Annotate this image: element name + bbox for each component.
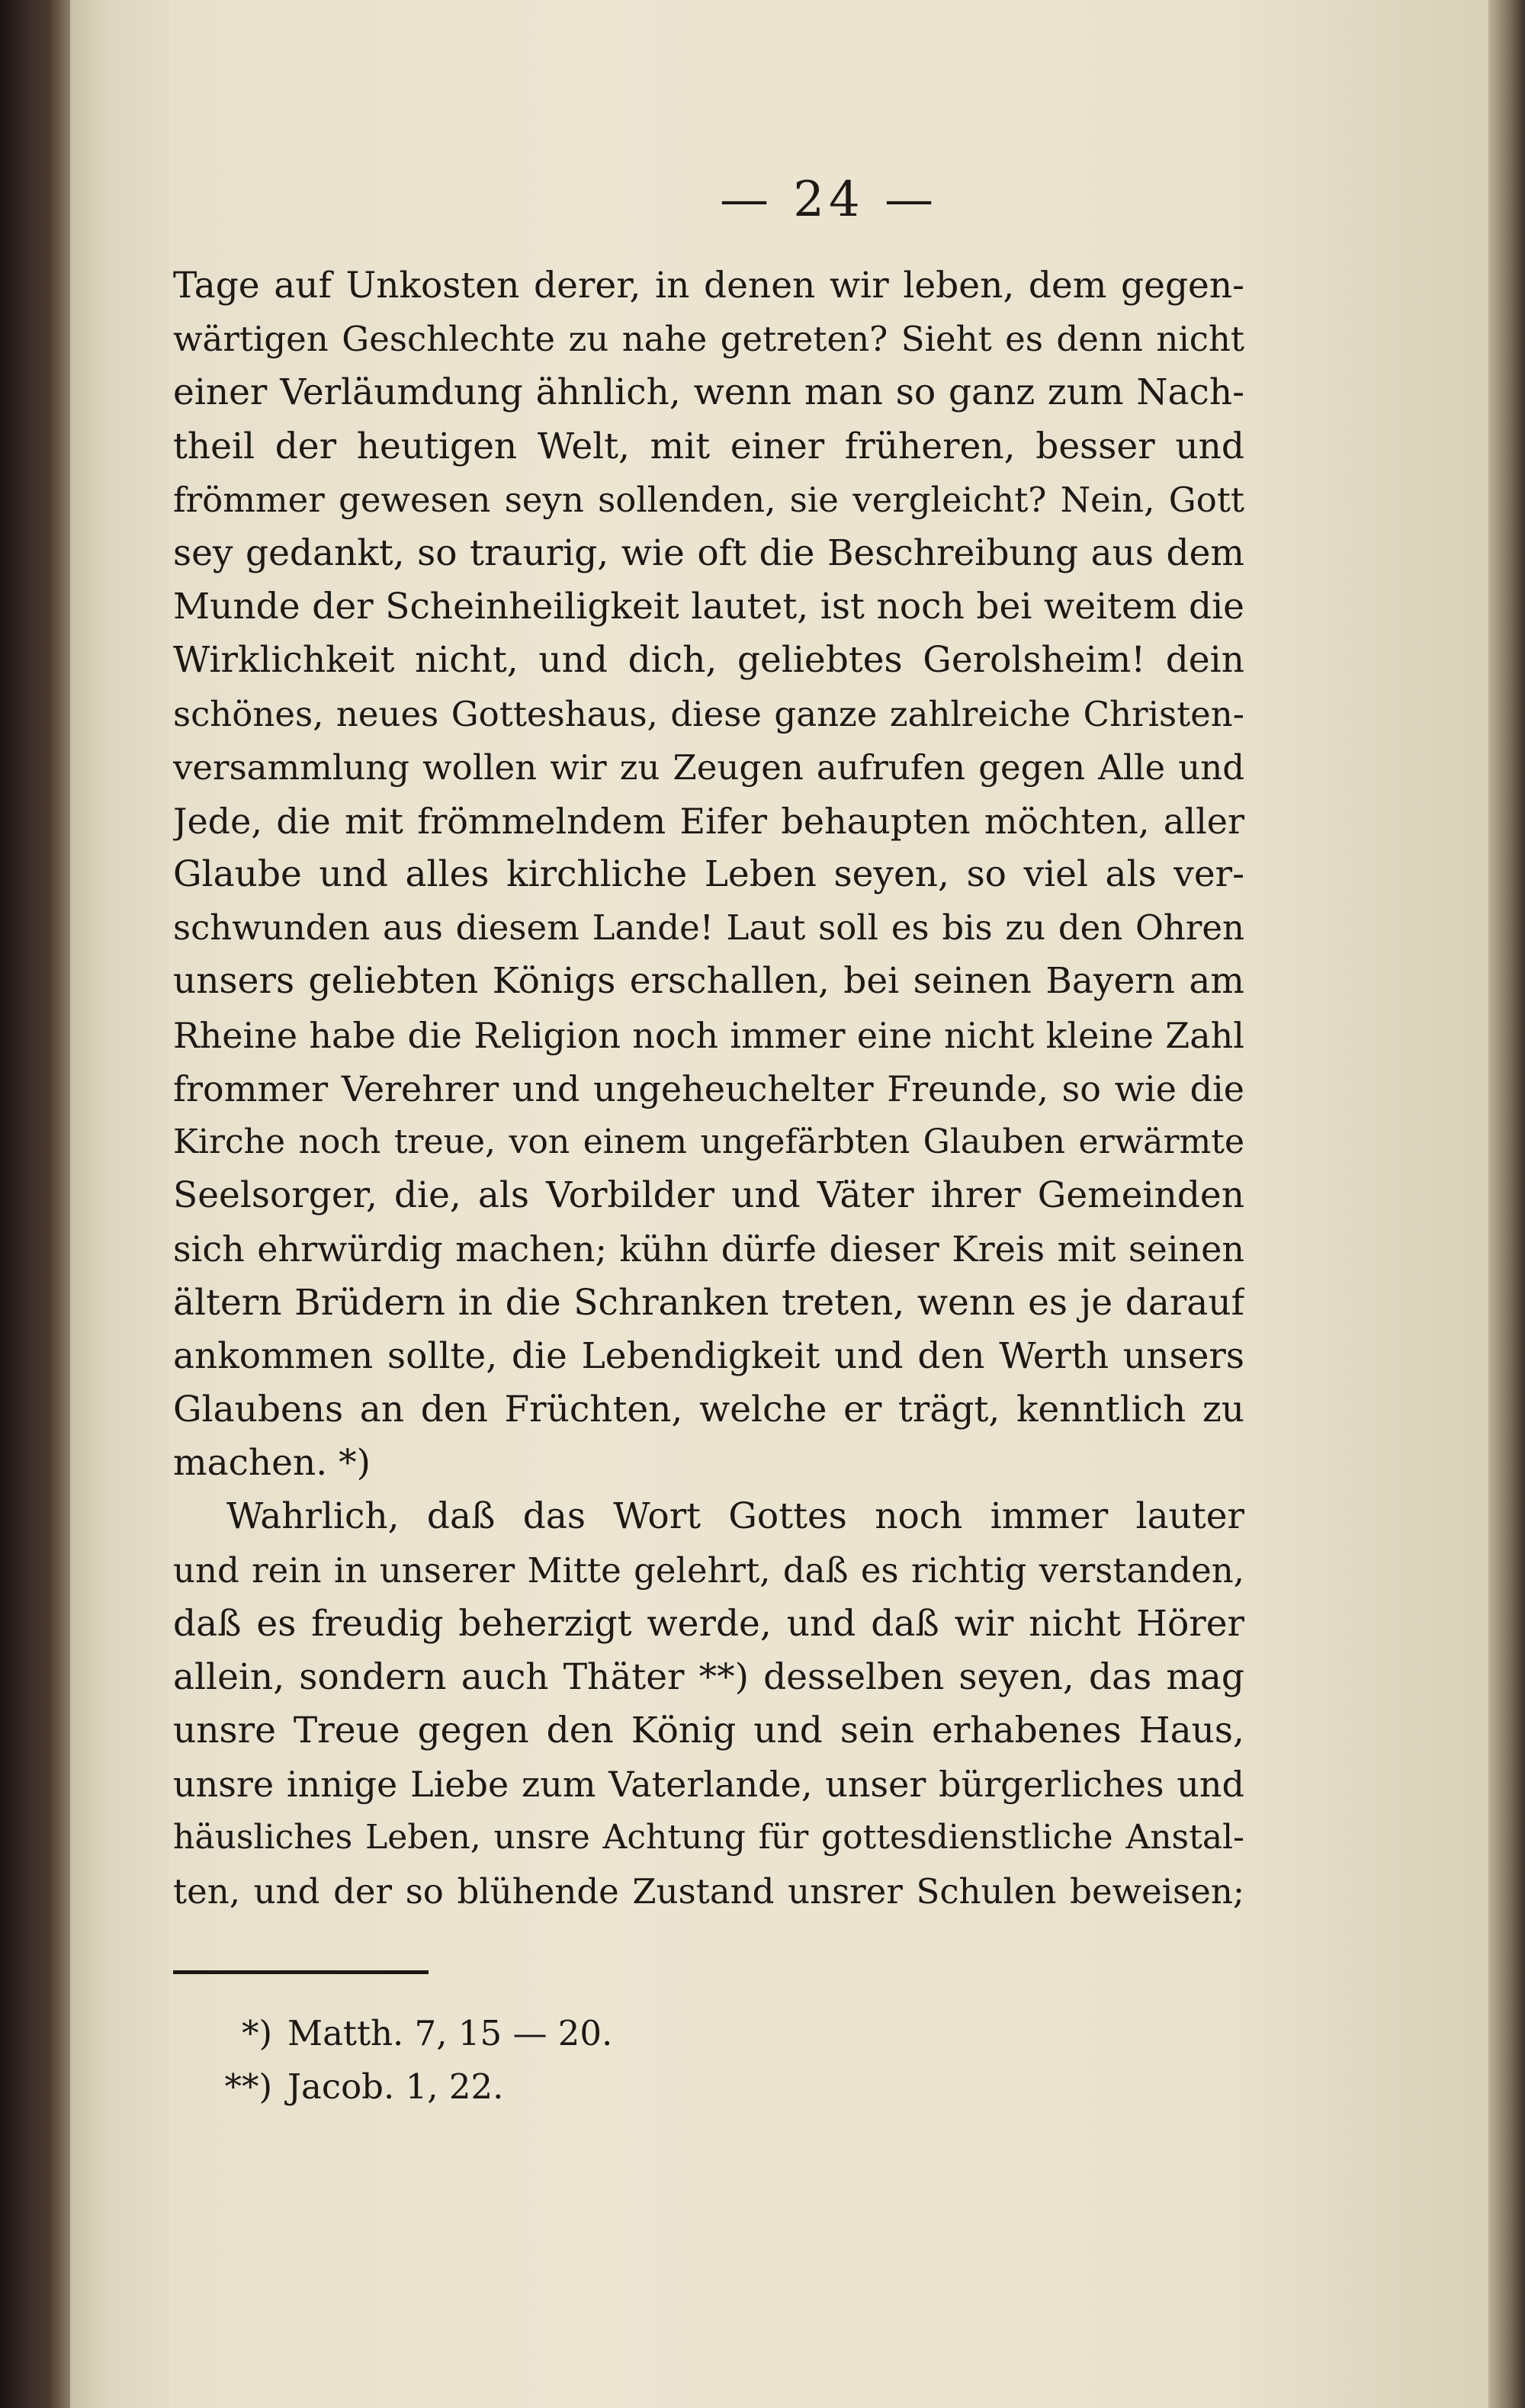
text-line: einer Verläumdung ähnlich, wenn man so ganz zum Nach- xyxy=(173,371,1244,414)
text-line: Wirklichkeit nicht, und dich, geliebtes Gerolsheim! dein xyxy=(173,639,1244,682)
text-line: unsre innige Liebe zum Vaterlande, unser bürgerliches und xyxy=(173,1764,1244,1806)
text-line: und rein in unserer Mitte gelehrt, daß es richtig verstanden, xyxy=(173,1549,1244,1591)
footnote-mark: **) xyxy=(224,2066,272,2107)
text-line: unsre Treue gegen den König und sein erhabenes Haus, xyxy=(173,1710,1244,1752)
text-line: ältern Brüdern in die Schranken treten, wenn es je darauf xyxy=(173,1281,1244,1324)
text-line: Rheine habe die Religion noch immer eine nicht kleine Zahl xyxy=(173,1014,1244,1056)
text-line: unsers geliebten Königs erschallen, bei seinen Bayern am xyxy=(173,960,1244,1003)
text-line: schwunden aus diesem Lande! Laut soll es bis zu den Ohren xyxy=(173,907,1244,949)
footnote-text: Matth. 7, 15 — 20. xyxy=(287,2013,613,2053)
text-line: machen. *) xyxy=(173,1442,371,1485)
footnote xyxy=(173,2060,936,2114)
text-line: sey gedankt, so traurig, wie oft die Beschreibung aus dem xyxy=(173,531,1244,574)
text-line: schönes, neues Gotteshaus, diese ganze zahlreiche Christen- xyxy=(173,693,1244,734)
text-line: allein, sondern auch Thäter **) desselben seyen, das mag xyxy=(173,1655,1244,1698)
page-gutter xyxy=(70,0,169,2408)
footnote-text: Jacob. 1, 22. xyxy=(287,2066,504,2107)
text-line: Wahrlich, daß das Wort Gottes noch immer lauter xyxy=(226,1495,1244,1538)
footnote xyxy=(173,2007,936,2060)
text-line: Kirche noch treue, von einem ungefärbten Glauben erwärmte xyxy=(173,1122,1244,1161)
body-text xyxy=(173,259,1244,1918)
text-line: Seelsorger, die, als Vorbilder und Väter ihrer Gemeinden xyxy=(173,1174,1244,1217)
text-line: frommer Verehrer und ungeheuchelter Freunde, so wie die xyxy=(173,1068,1244,1109)
text-line: Jede, die mit frömmelndem Eifer behaupten möchten, aller xyxy=(173,800,1244,842)
text-line: sich ehrwürdig machen; kühn dürfe dieser Kreis mit seinen xyxy=(173,1228,1244,1270)
page-edge xyxy=(1488,0,1525,2408)
footnotes xyxy=(173,2007,936,2114)
page-number: — 24 — xyxy=(719,172,939,228)
footnote-divider xyxy=(173,1970,429,1974)
text-line: daß es freudig beherzigt werde, und daß wir nicht Hörer xyxy=(173,1602,1244,1645)
text-line: wärtigen Geschlechte zu nahe getreten? Sieht es denn nicht xyxy=(173,319,1244,360)
text-line: Munde der Scheinheiligkeit lautet, ist noch bei weitem die xyxy=(173,586,1244,628)
book-binding xyxy=(0,0,70,2408)
text-line: häusliches Leben, unsre Achtung für gottesdienstliche Anstal- xyxy=(173,1818,1244,1857)
text-line: ankommen sollte, die Lebendigkeit und den Werth unsers xyxy=(173,1334,1244,1377)
text-line: Glaube und alles kirchliche Leben seyen, so viel als ver- xyxy=(173,853,1244,896)
text-line: frömmer gewesen seyn sollenden, sie vergleicht? Nein, Gott xyxy=(173,479,1244,520)
text-line: versammlung wollen wir zu Zeugen aufrufen gegen Alle und xyxy=(173,746,1244,788)
footnote-mark: *) xyxy=(241,2013,272,2053)
text-line: theil der heutigen Welt, mit einer früheren, besser und xyxy=(173,425,1244,467)
text-line: Glaubens an den Früchten, welche er trägt, kenntlich zu xyxy=(173,1388,1244,1430)
text-line: Tage auf Unkosten derer, in denen wir leben, dem gegen- xyxy=(173,265,1244,307)
text-line: ten, und der so blühende Zustand unsrer Schulen beweisen; xyxy=(173,1870,1244,1912)
